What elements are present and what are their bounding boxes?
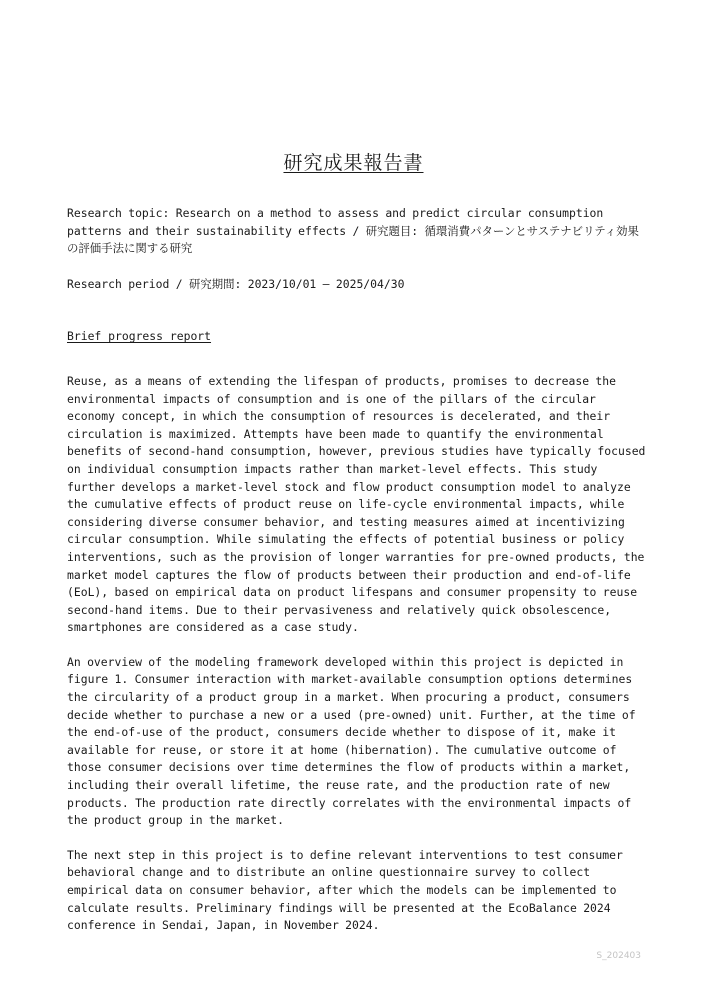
paragraph-framework: An overview of the modeling framework developed within this project is depicted in figure 1. Consumer interaction with market-available consumption options determines the circularity of a product group in a market. When procuring a product, consumers decide whether to purchase a new or a used (pre-owned) unit. Further, at the time of the end-of-use of the product, consumers decide whether to dispose of it, make it available for reuse, or store it at home (hibernation). The cumulative outcome of those consumer decisions over time determines the flow of products within a market, including their overall lifetime, the reuse rate, and the production rate of new products. The production rate directly correlates with the environmental impacts of the product group in the market. [67, 654, 636, 828]
page-title: 研究成果報告書 [283, 152, 424, 174]
research-period: Research period / 研究期間: 2023/10/01 – 2025/04/30 [67, 276, 405, 291]
paragraph-reuse: Reuse, as a means of extending the lifespan of products, promises to decrease the environmental impacts of consumption and is one of the pillars of the circular economy concept, in which the consumption of resources is decelerated, and their circulation is maximized. Attempts have been made to quantify the environmental benefits of second-hand consumption, however, previous studies have typically focused on individual consumption impacts rather than market-level effects. This study further develops a market-level stock and flow product consumption model to analyze the cumulative effects of product reuse on life-cycle environmental impacts, while considering diverse consumer behavior, and testing measures aimed at incentivizing circular consumption. While simulating the effects of potential business or policy interventions, such as the provision of longer warranties for pre-owned products, the market model captures the flow of products between their production and end-of-life (EoL), based on empirical data on product lifespans and consumer propensity to reuse second-hand items. Due to their pervasiveness and relatively quick obsolescence, smartphones are considered as a case study. [67, 373, 646, 635]
report-body [67, 205, 647, 935]
footer-code: S_202403 [596, 951, 641, 961]
research-topic: Research topic: Research on a method to assess and predict circular consumption patterns and their sustainability effects / 研究題目: 循環消費パターンとサステナビリティ効果の評価手法に関する研究 [67, 206, 639, 256]
section-heading: Brief progress report [67, 329, 212, 344]
paragraph-next-steps: The next step in this project is to define relevant interventions to test consumer behavioral change and to distribute an online questionnaire survey to collect empirical data on consumer behavior, after which the models can be implemented to calculate results. Preliminary findings will be presented at the EcoBalance 2024 conference in Sendai, Japan, in November 2024. [67, 847, 623, 933]
